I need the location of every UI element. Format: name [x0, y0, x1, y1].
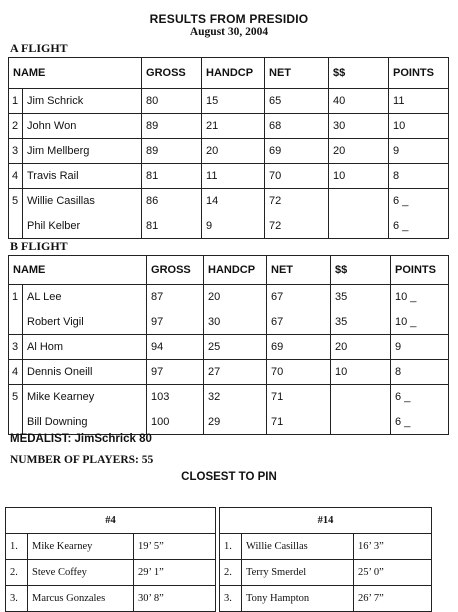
handcp-cell: 14	[202, 189, 265, 214]
list-item	[6, 586, 216, 612]
table-row	[9, 189, 449, 214]
player-name: Jim Schrick	[23, 89, 142, 114]
col-net: NET	[267, 256, 331, 285]
player-name: John Won	[23, 114, 142, 139]
col-name: NAME	[9, 256, 147, 285]
place-cell: 2	[9, 114, 23, 139]
col-handcp: HANDCP	[202, 58, 265, 89]
place-cell: 5	[9, 189, 23, 214]
place-cell	[9, 214, 23, 239]
handcp-cell: 32	[204, 385, 267, 410]
hole-label: #4	[6, 508, 216, 534]
net-cell: 71	[267, 410, 331, 435]
points-cell: 8	[389, 164, 449, 189]
money-cell: 20	[329, 139, 389, 164]
money-cell: 10	[331, 360, 391, 385]
player-name: Bill Downing	[23, 410, 147, 435]
place-cell: 1	[9, 89, 23, 114]
net-cell: 70	[267, 360, 331, 385]
net-cell: 72	[265, 189, 329, 214]
distance-cell: 29’ 1”	[134, 560, 216, 586]
place-cell: 1	[9, 285, 23, 310]
points-cell: 8	[391, 360, 449, 385]
gross-cell: 87	[147, 285, 204, 310]
list-item	[220, 586, 432, 612]
money-cell: 40	[329, 89, 389, 114]
flight-a-table	[8, 57, 449, 239]
table-row	[9, 89, 449, 114]
handcp-cell: 15	[202, 89, 265, 114]
player-name: Terry Smerdel	[242, 560, 354, 586]
player-count: NUMBER OF PLAYERS: 55	[10, 454, 154, 466]
list-item	[6, 560, 216, 586]
player-name: AL Lee	[23, 285, 147, 310]
rank-cell: 2.	[220, 560, 242, 586]
gross-cell: 81	[142, 164, 202, 189]
flight-b-label: B FLIGHT	[10, 239, 68, 253]
gross-cell: 97	[147, 310, 204, 335]
pin-header-row	[220, 508, 432, 534]
col-money: $$	[331, 256, 391, 285]
points-cell: 9	[389, 139, 449, 164]
event-date: August 30, 2004	[189, 26, 269, 38]
list-item	[6, 534, 216, 560]
rank-cell: 3.	[6, 586, 28, 612]
rank-cell: 3.	[220, 586, 242, 612]
distance-cell: 26’ 7”	[354, 586, 432, 612]
distance-cell: 25’ 0”	[354, 560, 432, 586]
rank-cell: 2.	[6, 560, 28, 586]
money-cell: 35	[331, 310, 391, 335]
player-name: Dennis Oneill	[23, 360, 147, 385]
table-header-row	[9, 256, 449, 285]
money-cell	[329, 189, 389, 214]
hole-label: #14	[220, 508, 432, 534]
player-name: Steve Coffey	[28, 560, 134, 586]
handcp-cell: 30	[204, 310, 267, 335]
table-row	[9, 360, 449, 385]
points-cell: 6 _	[391, 385, 449, 410]
points-cell: 10 _	[391, 285, 449, 310]
points-cell: 9	[391, 335, 449, 360]
handcp-cell: 9	[202, 214, 265, 239]
gross-cell: 80	[142, 89, 202, 114]
table-row	[9, 139, 449, 164]
table-row	[9, 164, 449, 189]
col-gross: GROSS	[142, 58, 202, 89]
col-gross: GROSS	[147, 256, 204, 285]
pin-header-row	[6, 508, 216, 534]
handcp-cell: 20	[204, 285, 267, 310]
closest-to-pin-title: CLOSEST TO PIN	[181, 471, 277, 483]
net-cell: 70	[265, 164, 329, 189]
place-cell	[9, 410, 23, 435]
list-item	[220, 560, 432, 586]
place-cell: 3	[9, 139, 23, 164]
handcp-cell: 20	[202, 139, 265, 164]
net-cell: 69	[265, 139, 329, 164]
rank-cell: 1.	[6, 534, 28, 560]
handcp-cell: 27	[204, 360, 267, 385]
net-cell: 69	[267, 335, 331, 360]
gross-cell: 81	[142, 214, 202, 239]
gross-cell: 103	[147, 385, 204, 410]
money-cell: 35	[331, 285, 391, 310]
col-points: POINTS	[389, 58, 449, 89]
points-cell: 6 _	[389, 214, 449, 239]
net-cell: 67	[267, 310, 331, 335]
col-money: $$	[329, 58, 389, 89]
player-name: Jim Mellberg	[23, 139, 142, 164]
pin-table-hole-4	[5, 507, 216, 612]
handcp-cell: 21	[202, 114, 265, 139]
table-row	[9, 410, 449, 435]
place-cell: 5	[9, 385, 23, 410]
points-cell: 10 _	[391, 310, 449, 335]
net-cell: 68	[265, 114, 329, 139]
table-header-row	[9, 58, 449, 89]
points-cell: 11	[389, 89, 449, 114]
net-cell: 72	[265, 214, 329, 239]
table-row	[9, 335, 449, 360]
player-name: Willie Casillas	[242, 534, 354, 560]
money-cell: 30	[329, 114, 389, 139]
player-name: Al Hom	[23, 335, 147, 360]
points-cell: 6 _	[391, 410, 449, 435]
money-cell: 10	[329, 164, 389, 189]
gross-cell: 86	[142, 189, 202, 214]
page-title: RESULTS FROM PRESIDIO	[149, 12, 309, 26]
place-cell: 4	[9, 360, 23, 385]
medalist-line: MEDALIST: JimSchrick 80	[10, 433, 152, 445]
list-item	[220, 534, 432, 560]
col-net: NET	[265, 58, 329, 89]
points-cell: 10	[389, 114, 449, 139]
table-row	[9, 285, 449, 310]
table-row	[9, 114, 449, 139]
money-cell: 20	[331, 335, 391, 360]
gross-cell: 89	[142, 139, 202, 164]
money-cell	[329, 214, 389, 239]
handcp-cell: 25	[204, 335, 267, 360]
net-cell: 65	[265, 89, 329, 114]
flight-a-label: A FLIGHT	[10, 41, 68, 55]
handcp-cell: 29	[204, 410, 267, 435]
gross-cell: 97	[147, 360, 204, 385]
distance-cell: 19’ 5”	[134, 534, 216, 560]
gross-cell: 94	[147, 335, 204, 360]
table-row	[9, 385, 449, 410]
money-cell	[331, 410, 391, 435]
points-cell: 6 _	[389, 189, 449, 214]
player-name: Tony Hampton	[242, 586, 354, 612]
player-name: Mike Kearney	[23, 385, 147, 410]
money-cell	[331, 385, 391, 410]
player-name: Marcus Gonzales	[28, 586, 134, 612]
player-name: Phil Kelber	[23, 214, 142, 239]
distance-cell: 16’ 3”	[354, 534, 432, 560]
flight-b-table	[8, 255, 449, 435]
pin-table-hole-14	[219, 507, 432, 612]
col-handcp: HANDCP	[204, 256, 267, 285]
col-points: POINTS	[391, 256, 449, 285]
distance-cell: 30’ 8”	[134, 586, 216, 612]
table-row	[9, 310, 449, 335]
col-name: NAME	[9, 58, 142, 89]
net-cell: 67	[267, 285, 331, 310]
gross-cell: 89	[142, 114, 202, 139]
player-name: Mike Kearney	[28, 534, 134, 560]
player-name: Robert Vigil	[23, 310, 147, 335]
table-row	[9, 214, 449, 239]
gross-cell: 100	[147, 410, 204, 435]
place-cell	[9, 310, 23, 335]
handcp-cell: 11	[202, 164, 265, 189]
player-name: Willie Casillas	[23, 189, 142, 214]
place-cell: 3	[9, 335, 23, 360]
player-name: Travis Rail	[23, 164, 142, 189]
rank-cell: 1.	[220, 534, 242, 560]
net-cell: 71	[267, 385, 331, 410]
place-cell: 4	[9, 164, 23, 189]
